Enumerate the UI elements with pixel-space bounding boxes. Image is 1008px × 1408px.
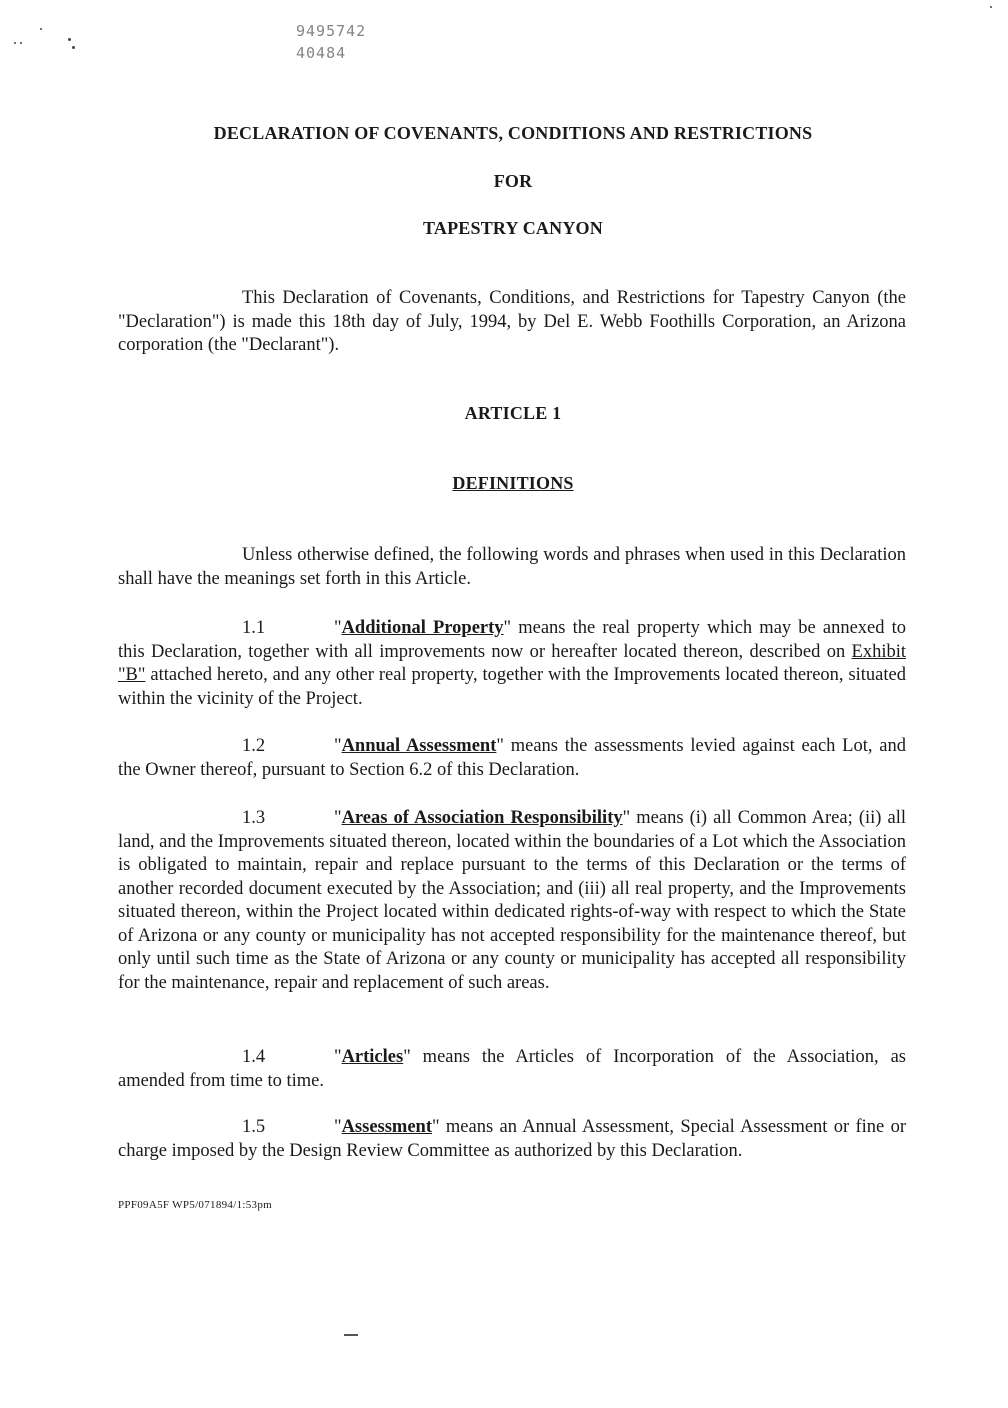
defined-term: Annual Assessment [341,736,497,756]
definition-text: " means an Annual Assessment, Special Assessment or fine or charge imposed by the Design Review Committee as authorized by this Declaration. [118,1117,906,1161]
article-lead-text: Unless otherwise defined, the following words and phrases when used in this Declaration shall have the meanings set forth in this Article. [118,545,906,589]
recording-number-stamp [296,20,366,64]
stamp-line-2: 40484 [296,44,347,62]
scan-speck [40,28,42,30]
stamp-line-1: 9495742 [296,22,367,40]
definition-text: attached hereto, and any other real property, together with the Improvements located thereon, situated within the vicinity of the Project. [118,665,906,709]
definition-number: 1.4 [242,1047,266,1067]
document-footer-code: PPF09A5F WP5/071894/1:53pm [118,1199,272,1211]
definition-1-5: 1.5 "Assessment" means an Annual Assessment, Special Assessment or fine or charge imposed by the Design Review Committee as authorized by this Declaration. [118,1117,906,1161]
intro-text: This Declaration of Covenants, Conditions, and Restrictions for Tapestry Canyon (the "Declaration") is made this 18th day of July, 1994, by Del E. Webb Foothills Corporation, an Arizona corporation (the "Declarant"). [118,288,906,355]
article-lead-paragraph [118,544,906,591]
defined-term: Additional Property [341,618,504,638]
article-number: ARTICLE 1 [464,403,562,423]
definition-text: " means the assessments levied against each Lot, and the Owner thereof, pursuant to Section 6.2 of this Declaration. [118,736,906,780]
article-heading [120,473,906,494]
scan-speck [72,46,75,49]
definition-1-1: 1.1 "Additional Property" means the real property which may be annexed to this Declaration, together with all improvements now or hereafter located thereon, described on Exhibit "B" attached hereto, and any other real property, together with the Improvements located thereon, situated within the vicinity of the Project. [118,618,907,709]
definition-number: 1.5 [242,1117,266,1137]
exhibit-reference: Exhibit "B" [118,641,906,685]
scan-dash-mark [344,1334,358,1336]
definition-text: " means the Articles of Incorporation of the Association, as amended from time to time. [118,1047,906,1091]
defined-term: Areas of Association Responsibility [341,808,623,828]
article-heading-text: DEFINITIONS [452,473,574,493]
intro-paragraph [118,287,906,358]
scan-speck [990,6,992,8]
definition-number: 1.2 [242,736,266,756]
scan-speck [20,42,22,44]
project-name: TAPESTRY CANYON [423,218,603,238]
definition-1-3: 1.3 "Areas of Association Responsibility" means (i) all Common Area; (ii) all land, and the Improvements situated thereon, located within the boundaries of a Lot which the Association is obligated to maintain, repair and replace pursuant to the terms of this Declaration or the terms of another recorded document executed by the Association; and (iii) all real property, and the Improvements situated thereon, within the Project located within dedicated rights-of-way with respect to which the State of Arizona or any county or municipality has not accepted responsibility for the maintenance thereof, but only until such time as the State of Arizona or any county or municipality has accepted all responsibility for the maintenance, repair and replacement of such areas. [118,808,907,993]
definition-number: 1.1 [242,618,266,638]
defined-term: Assessment [341,1117,433,1137]
scan-speck [14,42,16,44]
document-title: DECLARATION OF COVENANTS, CONDITIONS AND RESTRICTIONS [213,123,813,143]
definition-text: " means (i) all Common Area; (ii) all land, and the Improvements situated thereon, located within the boundaries of a Lot which the Association is obligated to maintain, repair and replace pursuant to the terms of this Declaration or the terms of another recorded document executed by the Association; and (iii) all real property, and the Improvements situated thereon, within the Project located within dedicated rights-of-way with respect to which the State of Arizona or any county or municipality has not accepted responsibility for the maintenance thereof, but only until such time as the State of Arizona or any county or municipality has accepted all responsibility for the maintenance, repair and replacement of such areas. [118,808,907,993]
definition-text: " means the real property which may be annexed to this Declaration, together with all improvements now or hereafter located thereon, described on [118,618,907,662]
definition-1-2: 1.2 "Annual Assessment" means the assessments levied against each Lot, and the Owner thereof, pursuant to Section 6.2 of this Declaration. [118,736,906,780]
document-title-for: FOR [493,171,533,191]
definition-1-4: 1.4 "Articles" means the Articles of Incorporation of the Association, as amended from time to time. [118,1047,906,1091]
scan-speck [68,38,71,41]
definition-number: 1.3 [242,808,266,828]
defined-term: Articles [341,1047,404,1067]
